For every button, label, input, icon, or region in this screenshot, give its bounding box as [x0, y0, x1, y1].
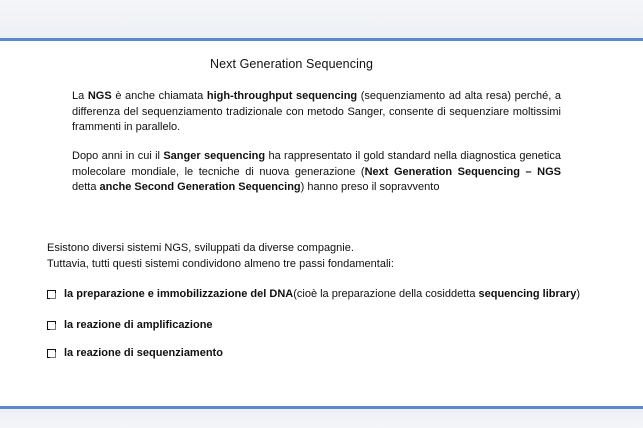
top-band — [0, 0, 643, 40]
checkbox-bullet-icon — [47, 349, 56, 358]
top-accent-line — [0, 38, 643, 41]
list-item: la reazione di amplificazione — [47, 318, 607, 334]
slide-title: Next Generation Sequencing — [209, 57, 374, 71]
list-item: la preparazione e immobilizzazione del DNA(cioè la preparazione della cosiddetta sequencing library) — [47, 287, 607, 303]
steps-list — [47, 287, 607, 376]
paragraph-sanger-history: Dopo anni in cui il Sanger sequencing ha rappresentato il gold standard nella diagnostica genetica molecolare mondiale, le tecniche di nuova generazione (Next Generation Sequencing – NGS detta anche Second Generation Sequencing) hanno preso il sopravvento — [72, 150, 562, 193]
checkbox-bullet-icon — [47, 321, 56, 330]
list-item: la reazione di sequenziamento — [47, 346, 607, 362]
checkbox-bullet-icon — [47, 290, 56, 299]
intro-line-1: Esistono diversi sistemi NGS, sviluppati da diverse compagnie. — [47, 242, 354, 254]
paragraph-ngs-definition: La NGS è anche chiamata high-throughput sequencing (sequenziamento ad alta resa) perché, a differenza del sequenziamento tradizionale con metodo Sanger, consente di sequenziare moltissimi frammenti in parallelo. — [72, 90, 562, 133]
intro-line-2: Tuttavia, tutti questi sistemi condividono almeno tre passi fondamentali: — [47, 258, 394, 270]
bottom-band — [0, 409, 643, 428]
